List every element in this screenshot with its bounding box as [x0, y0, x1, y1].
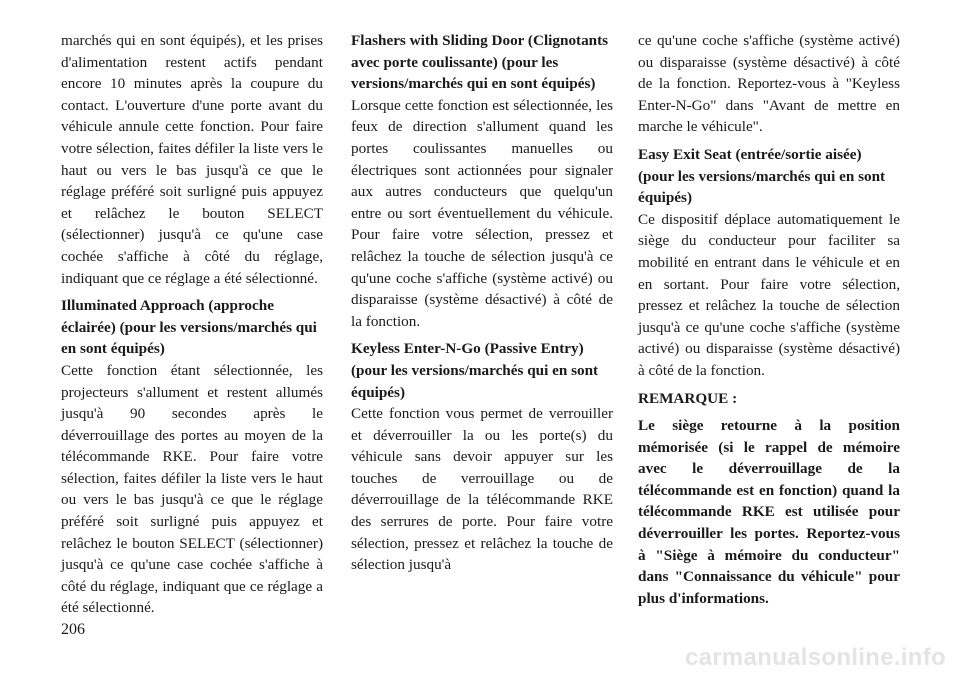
paragraph: marchés qui en sont équipés), et les prises d'alimentation restent actifs pendant encore 10 minutes après la coupure du contact. L'ouverture d'une porte avant du véhicule annule cette fonction. Pour faire votre sélection, faites défiler la liste vers le haut ou vers le bas jusqu'à ce que le réglage préféré soit surligné puis appuyez et relâchez le bouton SELECT (sélectionner) jusqu'à ce qu'une case cochée s'affiche à côté du réglage, indiquant que ce réglage a été sélectionné. — [61, 32, 323, 287]
page-number: 206 — [61, 621, 85, 638]
watermark: carmanualsonline.info — [684, 644, 946, 671]
paragraph: Cette fonction vous permet de verrouiller et déverrouiller la ou les porte(s) du véhicule sans devoir appuyer sur les touches de verrouillage ou de déverrouillage de la télécommande RKE des serrures de porte. Pour faire votre sélection, pressez et relâchez la touche de sélection jusqu'à — [351, 405, 613, 574]
paragraph: Cette fonction étant sélectionnée, les projecteurs s'allument et restent allumés jusqu'à 90 secondes après le déverrouillage des portes au moyen de la télécommande RKE. Pour faire votre sélection, faites défiler la liste vers le haut ou vers le bas jusqu'à ce que le réglage préféré soit surligné puis appuyez et relâchez le bouton SELECT (sélectionner) jusqu'à ce qu'une case cochée s'affiche à côté du réglage, indiquant que ce réglage a été sélectionné. — [61, 361, 323, 617]
section-heading: Keyless Enter-N-Go (Passive Entry) (pour les versions/marchés qui en sont équipés) — [351, 340, 599, 401]
section-heading: Flashers with Sliding Door (Clignotants avec porte coulissante) (pour les versions/marchés qui en sont équipés) — [351, 32, 609, 93]
section-heading: Easy Exit Seat (entrée/sortie aisée) (pour les versions/marchés qui en sont équipés) — [638, 145, 886, 207]
paragraph: Ce dispositif déplace automatiquement le siège du conducteur pour faciliter sa mobilité en entrant dans le véhicule et en en sortant. Pour faire votre sélection, pressez et relâchez la touche de sélection jusqu'à ce qu'une coche s'affiche (système activé) ou disparaisse (système désactivé) à côté de la fonction. — [638, 210, 900, 379]
text-column-2 — [351, 30, 613, 582]
section-heading: Illuminated Approach (approche éclairée) (pour les versions/marchés qui en sont équipés) — [61, 297, 317, 358]
note-text: Le siège retourne à la position mémorisée (si le rappel de mémoire avec le déverrouillage de la télécommande est en fonction) quand la télécommande RKE est utilisée pour déverrouiller les portes. Reportez-vous à "Siège à mémoire du conducteur" dans "Connaissance du véhicule" pour plus d'informations. — [638, 417, 900, 607]
paragraph: ce qu'une coche s'affiche (système activé) ou disparaisse (système désactivé) à côté de la fonction. Reportez-vous à "Keyless Enter-N-Go" dans "Avant de mettre en marche le véhicule". — [638, 32, 900, 136]
note-label: REMARQUE : — [638, 389, 738, 407]
paragraph: Lorsque cette fonction est sélectionnée, les feux de direction s'allument quand les portes coulissantes manuelles ou électriques sont actionnées pour signaler aux autres conducteurs que quelqu'un entre ou sort éventuellement du véhicule. Pour faire votre sélection, pressez et relâchez la touche de sélection jusqu'à ce qu'une coche s'affiche (système activé) ou disparaisse (système désactivé) à côté de la fonction. — [351, 96, 613, 330]
text-column-1 — [61, 30, 323, 625]
text-column-3 — [638, 30, 900, 615]
